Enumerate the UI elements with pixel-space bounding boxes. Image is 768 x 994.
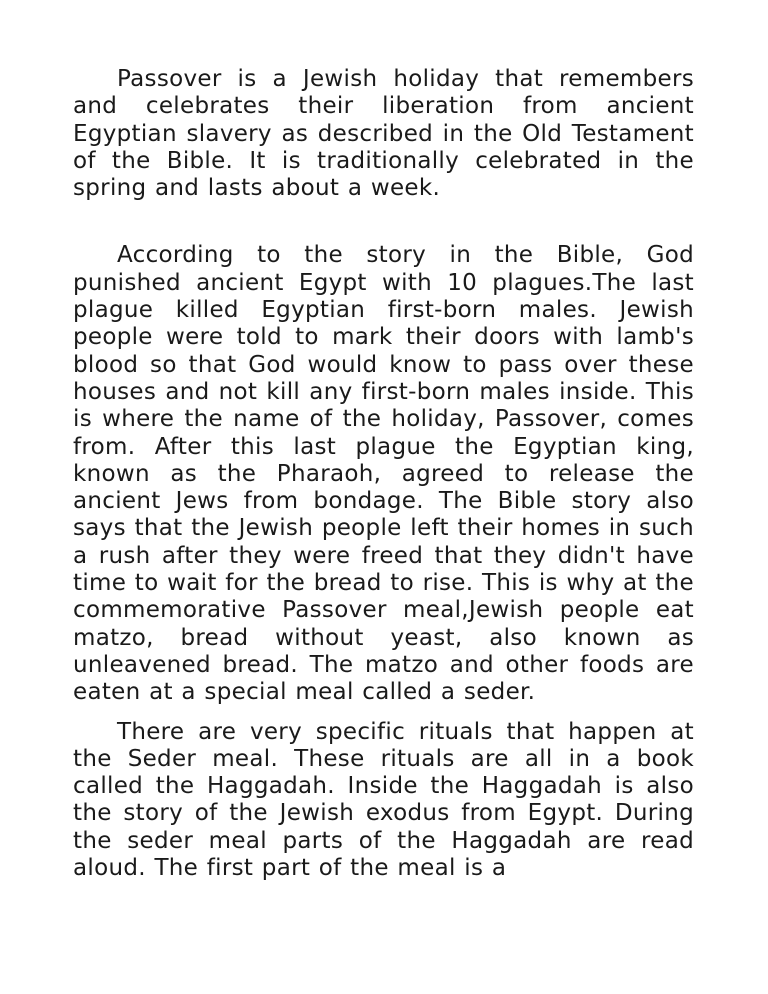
paragraph-bible-story: According to the story in the Bible, God punished ancient Egypt with 10 plagues.The last plague killed Egyptian first-born males. Jewish people were told to mark their doors with lamb's blood so that God would know to pass over these houses and not kill any first-born males inside. This is where the name of the holiday, Passover, comes from. After this last plague the Egyptian king, known as the Pharaoh, agreed to release the ancient Jews from bondage. The Bible story also says that the Jewish people left their homes in such a rush after they were freed that they didn't have time to wait for the bread to rise. This is why at the commemorative Passover meal,Jewish people eat matzo, bread without yeast, also known as unleavened bread. The matzo and other foods are eaten at a special meal called a seder. xyxy=(73,242,694,706)
paragraph-passover-intro: Passover is a Jewish holiday that remembers and celebrates their liberation from ancient Egyptian slavery as described in the Old Testament of the Bible. It is traditionally celebrated in the spring and lasts about a week. xyxy=(73,66,694,202)
document-page xyxy=(73,66,694,882)
paragraph-seder-rituals: There are very specific rituals that happen at the Seder meal. These rituals are all in a book called the Haggadah. Inside the Haggadah is also the story of the Jewish exodus from Egypt. During the seder meal parts of the Haggadah are read aloud. The first part of the meal is a xyxy=(73,718,694,882)
